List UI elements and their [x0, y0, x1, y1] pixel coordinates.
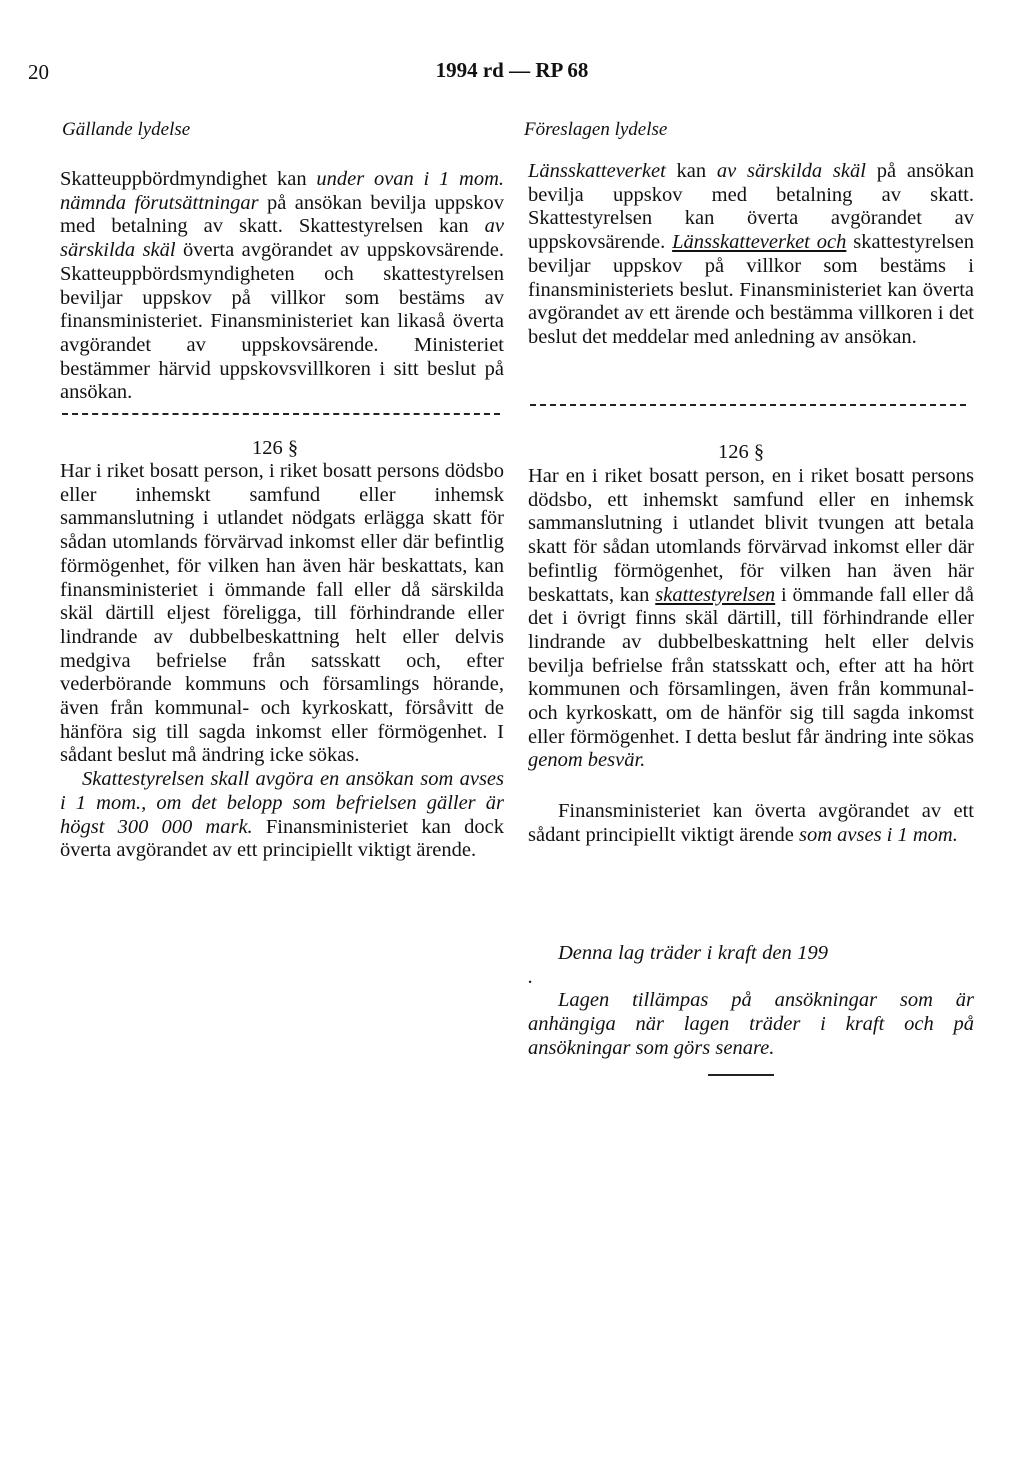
text-run: Denna lag träder i kraft den 199 . — [528, 942, 828, 988]
left-dashed-separator — [62, 413, 500, 415]
text-run: av särskilda skäl — [716, 160, 866, 182]
text-run: som avses i 1 mom. — [798, 823, 958, 846]
right-paragraph-4-block — [528, 942, 974, 1061]
left-section-number: 126 § — [252, 437, 299, 459]
text-run: Skatteuppbördmyndighet kan — [60, 168, 317, 190]
text-run: i ömmande fall eller då det i övrigt finns skäl därtill, till förhindrande eller lindrande av dubbelbeskattning helt eller delvis bevilja befrielse från statsskatt och, efter att ha hört kommunen och församlingen, även från kommunal- och kyrkoskatt, om de hänför sig till sagda inkomst eller förmögenhet. I detta beslut får ändring inte sökas — [528, 583, 974, 748]
right-paragraph-3 — [528, 800, 974, 847]
right-paragraph-1-block — [528, 160, 974, 350]
right-paragraph-2-block — [528, 465, 974, 773]
left-paragraph-2-block — [60, 460, 504, 863]
text-run: skattestyrelsen — [655, 583, 776, 606]
text-run: Finansministeriet kan överta avgörandet av ett sådant principiellt viktigt ärende — [528, 800, 974, 846]
text-run: genom besvär. — [528, 749, 646, 772]
page-number: 20 — [28, 60, 49, 84]
text-run: Länsskatteverket och — [672, 231, 847, 254]
text-run: kan — [665, 160, 717, 182]
running-head: 1994 rd — RP 68 — [435, 58, 589, 82]
right-section-number: 126 § — [718, 441, 765, 463]
text-run: på ansökan bevilja uppskov med betalning av skatt. Skattestyrelsen kan överta avgörandet av uppskovsärende. — [528, 160, 974, 254]
right-paragraph-4 — [528, 942, 828, 989]
left-paragraph-2 — [60, 460, 504, 768]
text-run: Länsskatteverket — [528, 160, 666, 182]
text-run: på ansökan bevilja uppskov med betalning av skatt. Skattestyrelsen kan — [60, 191, 504, 238]
right-paragraph-5 — [528, 989, 974, 1060]
text-run: Har en i riket bosatt person, en i riket bosatt persons dödsbo, ett inhemskt samfund eller en inhemsk sammanslutning i utlandet blivit tvungen att betala skatt för sådan utomlands förvärvad inkomst eller där befintlig förmögenhet, för vilken han även här beskattats, kan — [528, 465, 974, 606]
text-run: överta avgörandet av uppskovsärende. Skatteuppbördsmyndigheten och skattestyrelsen beviljar uppskov på villkor som bestäms av finansministeriet. Finansministeriet kan likaså överta avgörandet av uppskovsärende. Ministeriet bestämmer härvid uppskovsvillkoren i sitt beslut på ansökan. — [60, 239, 504, 404]
left-paragraph-1-block — [60, 168, 504, 405]
text-run: Lagen tillämpas på ansökningar som är anhängiga när lagen träder i kraft och på ansökningar som görs senare. — [528, 989, 974, 1059]
text-run: under ovan i 1 mom. nämnda förutsättningar — [60, 168, 505, 214]
text-run: Skattestyrelsen skall avgöra en ansökan som avses i 1 mom., om det belopp som befrielsen gäller är högst 300 000 mark. — [60, 768, 504, 838]
left-paragraph-3 — [60, 768, 504, 863]
right-paragraph-1 — [528, 160, 974, 350]
text-run: av särskilda skäl — [60, 215, 504, 262]
closing-rule — [708, 1074, 774, 1076]
text-run: Finansministeriet kan dock överta avgörandet av ett principiellt viktigt ärende. — [60, 815, 504, 862]
text-run: skattestyrelsen beviljar uppskov på villkor som bestäms i finansministeriets beslut. Finansministeriet kan överta avgörandet av ett ärende och bestämma villkoren i det beslut det meddelar med anledning av ansökan. — [528, 231, 974, 348]
right-paragraph-2 — [528, 465, 974, 773]
right-paragraph-3-block — [528, 800, 974, 847]
right-dashed-separator — [530, 404, 966, 406]
left-column-heading: Gällande lydelse — [62, 119, 191, 140]
text-run: Har i riket bosatt person, i riket bosatt persons dödsbo eller inhemskt samfund eller inhemsk sammanslutning i utlandet nödgats erlägga skatt för sådan utomlands förvärvad inkomst eller där befintlig förmögenhet, för vilken han även här beskattats, kan finansministeriet i ömmande fall eller då särskilda skäl därtill eljest föreligga, till förhindrande eller lindrande av dubbelbeskattning helt eller delvis medgiva befrielse från satsskatt och, efter vederbörande kommuns och församlings hörande, även från kommunal- och kyrkoskatt, försåvitt de hänföra sig till sagda inkomst eller förmögenhet. I sådant beslut må ändring icke sökas. — [60, 460, 504, 767]
left-paragraph-1 — [60, 168, 504, 405]
right-column-heading: Föreslagen lydelse — [524, 119, 668, 140]
